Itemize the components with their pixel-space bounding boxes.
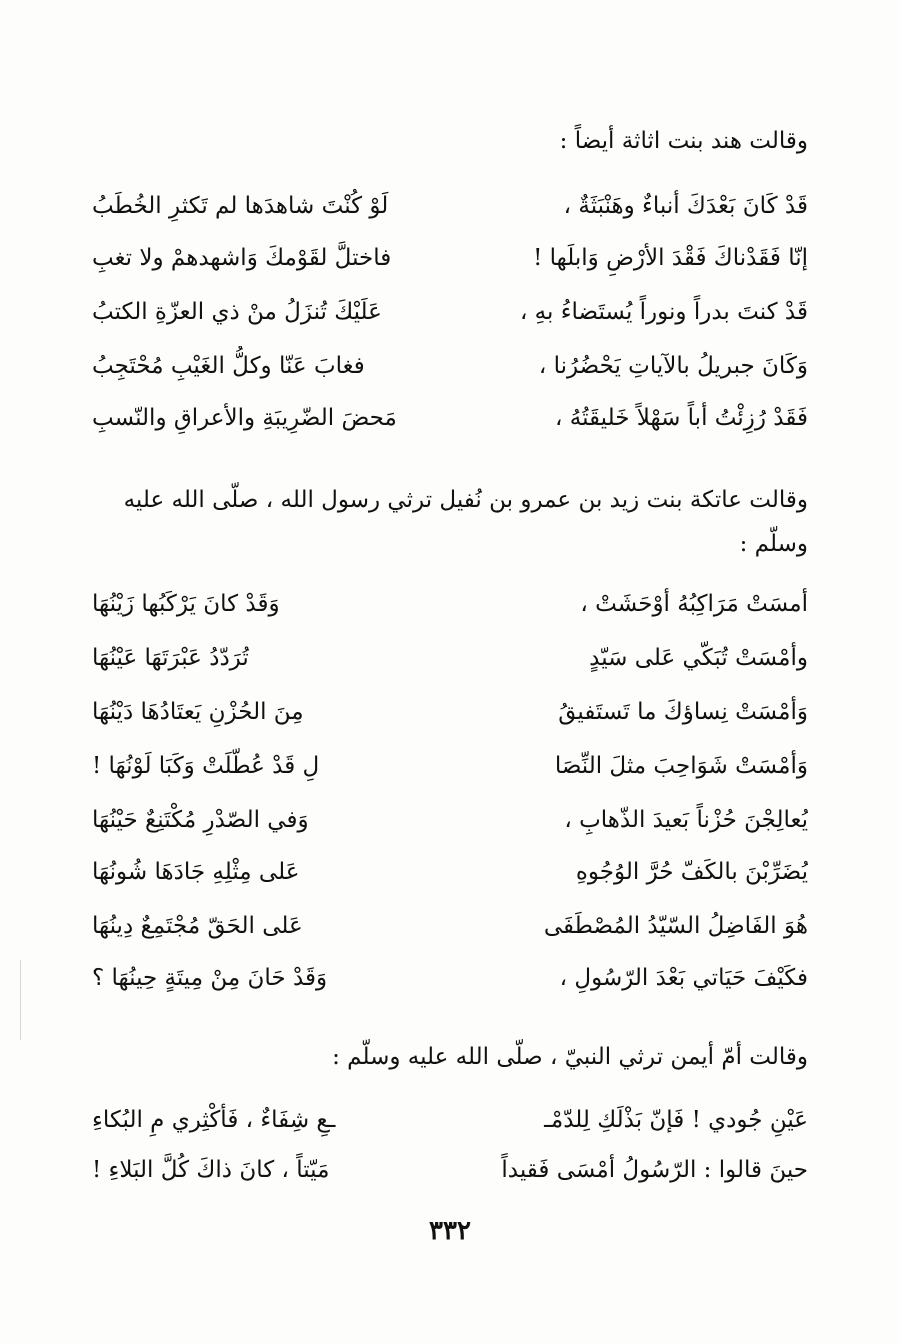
verse-first-half: وأمْسَتْ تُبَكّي عَلى سَيّدٍ	[589, 645, 808, 671]
verse-second-half: مَحضَ الضّرِيبَةِ والأعراقِ والنّسبِ	[92, 405, 397, 431]
verse-first-half: أمسَتْ مَرَاكِبُهُ أوْحَشَتْ ،	[580, 591, 808, 617]
verse-second-half: عَلَيْكَ تُنزَلُ منْ ذي العزّةِ الكتبُ	[92, 299, 382, 325]
verse-first-half: قَدْ كنتَ بدراً ونوراً يُستَضاءُ بهِ ،	[519, 299, 808, 325]
verse-line	[92, 906, 808, 946]
verse-first-half: وَأمْسَتْ شَوَاحِبَ مثلَ النِّصَا	[554, 753, 808, 779]
page-number: ٣٣٢	[429, 1216, 471, 1246]
verse-second-half: لَوْ كُنْتَ شاهدَها لم تَكثرِ الخُطَبُ	[92, 193, 389, 219]
intro-atika: وقالت عاتكة بنت زيد بن عمرو بن نُفيل ترثي رسول الله ، صلّى الله عليه وسلّم :	[123, 487, 808, 557]
verse-first-half: فَقَدْ رُزِئْتُ أباً سَهْلاً خَليقَتُهُ ،	[555, 405, 808, 431]
verse-first-half: هُوَ الفَاضِلُ السّيّدُ المُصْطَفَى	[543, 913, 808, 939]
verse-second-half: ـعِ شِفَاءٌ ، فَأكْثِري مِ البُكاءِ	[92, 1107, 336, 1133]
verse-first-half: حينَ قالوا : الرّسُولُ أمْسَى فَقيداً	[501, 1157, 808, 1183]
verse-second-half: فاختلَّ لقَوْمكَ وَاشهدهمْ ولا تغبِ	[92, 245, 392, 271]
verse-line	[92, 638, 808, 678]
verse-second-half: عَلى الحَقّ مُجْتَمِعٌ دِينُهَا	[92, 913, 303, 939]
verse-line	[92, 852, 808, 892]
verse-line	[92, 398, 808, 438]
verse-first-half: وَكَانَ جبريلُ بالآياتِ يَحْضُرُنا ،	[538, 353, 808, 379]
verse-first-half: يُعالِجْنَ حُزْناً بَعيدَ الذّهابِ ،	[564, 807, 808, 833]
verse-line	[92, 800, 808, 840]
verse-second-half: مَيّتاً ، كانَ ذاكَ كُلَّ البَلاءِ !	[92, 1157, 330, 1183]
verse-second-half: وَقَدْ حَانَ مِنْ مِيتَةٍ حِينُهَا ؟	[92, 965, 328, 991]
verse-line	[92, 186, 808, 226]
verse-second-half: وَقَدْ كانَ يَرْكَبُها زَيْنُهَا	[92, 591, 280, 617]
verse-first-half: وَأمْسَتْ نِساؤكَ ما تَستَفيقُ	[558, 699, 808, 725]
verse-line	[92, 958, 808, 998]
scan-artifact-line	[20, 960, 21, 1040]
intro-umm-ayman: وقالت أمّ أيمن ترثي النبيّ ، صلّى الله عليه وسلّم :	[332, 1044, 808, 1070]
verse-line	[92, 584, 808, 624]
verse-first-half: قَدْ كَانَ بَعْدَكَ أنباءٌ وهَنْبَثَةٌ ،	[563, 193, 808, 219]
verse-first-half: يُضَرِّبْنَ بالكَفّ حُرَّ الوُجُوهِ	[575, 859, 808, 885]
verse-line	[92, 1100, 808, 1140]
verse-line	[92, 292, 808, 332]
verse-line	[92, 346, 808, 386]
verse-line	[92, 746, 808, 786]
verse-second-half: وَفي الصّدْرِ مُكْتَنِعٌ حَيْنُهَا	[92, 807, 309, 833]
verse-line	[92, 692, 808, 732]
verse-second-half: فغابَ عَنّا وكلُّ الغَيْبِ مُحْتَجِبُ	[92, 353, 365, 379]
verse-first-half: إنّا فَقَدْناكَ فَقْدَ الأرْضِ وَابلَها !	[533, 245, 808, 271]
verse-line	[92, 1150, 808, 1190]
verse-first-half: فكَيْفَ حَيَاتي بَعْدَ الرّسُولِ ،	[559, 965, 808, 991]
intro-hind: وقالت هند بنت اثاثة أيضاً :	[559, 128, 808, 154]
verse-second-half: تُرَدّدُ عَبْرَتَهَا عَيْنُهَا	[92, 645, 249, 671]
verse-line	[92, 238, 808, 278]
verse-second-half: عَلى مِثْلِهِ جَادَهَا شُونُهَا	[92, 859, 300, 885]
verse-second-half: لِ قَدْ عُطّلَتْ وَكَبَا لَوْنُهَا !	[92, 753, 320, 779]
verse-first-half: عَيْنِ جُودي ! فَإنّ بَذْلَكِ لِلدّمْـ	[544, 1107, 808, 1133]
verse-second-half: مِنَ الحُزْنِ يَعتَادُهَا دَيْنُهَا	[92, 699, 304, 725]
